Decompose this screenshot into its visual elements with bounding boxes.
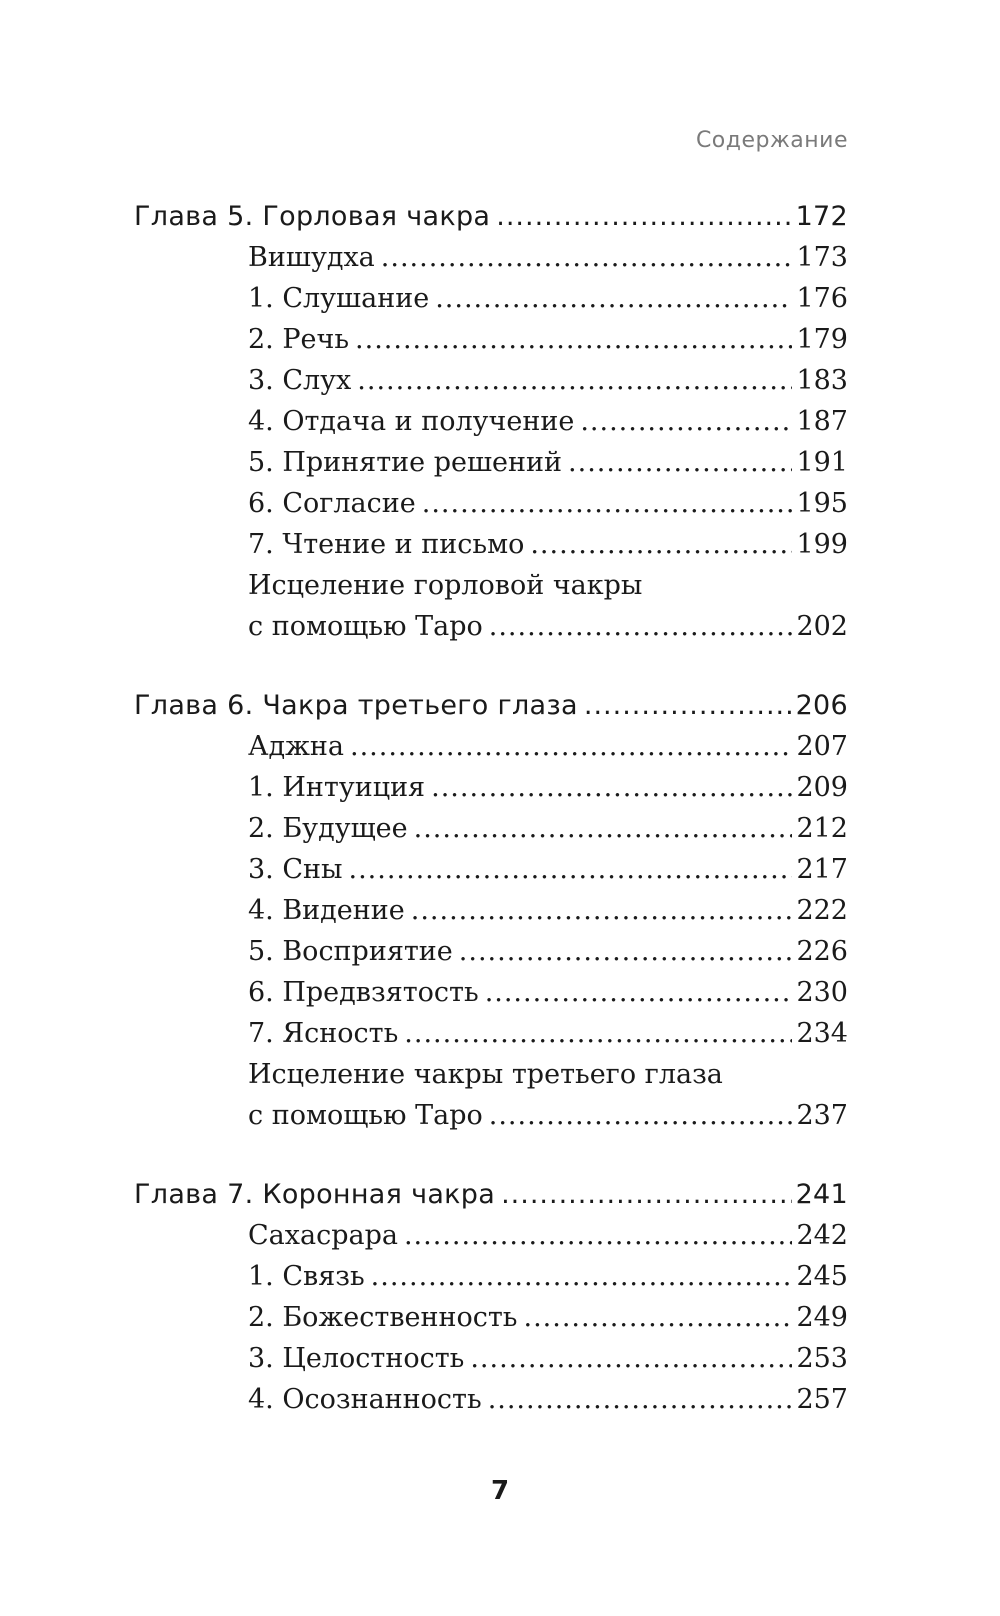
entry-label: Исцеление чакры третьего глаза (248, 1059, 723, 1090)
entry-label: 1. Связь (248, 1261, 365, 1292)
dot-leader (524, 1297, 793, 1338)
toc-entry[interactable] (134, 726, 848, 767)
dot-leader (371, 1256, 793, 1297)
chapter-heading[interactable] (134, 196, 848, 237)
entry-label: с помощью Таро (248, 611, 483, 642)
entry-page-number: 191 (796, 447, 848, 478)
toc-entry[interactable] (134, 1215, 848, 1256)
toc-entry[interactable] (134, 278, 848, 319)
entry-page-number: 257 (796, 1384, 848, 1415)
toc-entry[interactable] (134, 442, 848, 483)
entry-label: 6. Согласие (248, 488, 416, 519)
entry-label: 7. Чтение и письмо (248, 529, 525, 560)
dot-leader (459, 931, 793, 972)
chapter-page-number: 172 (795, 201, 848, 232)
toc-entry[interactable] (134, 931, 848, 972)
dot-leader (350, 726, 792, 767)
dot-leader (414, 808, 793, 849)
toc-entry[interactable] (134, 849, 848, 890)
dot-leader (349, 849, 793, 890)
chapter-title: Глава 5. Горловая чакра (134, 201, 491, 232)
entry-label: 2. Будущее (248, 813, 408, 844)
entry-page-number: 217 (796, 854, 848, 885)
toc-entry-healing-line2[interactable] (134, 1095, 848, 1136)
dot-leader (404, 1215, 792, 1256)
dot-leader (422, 483, 793, 524)
toc-entry[interactable] (134, 767, 848, 808)
entry-page-number: 179 (796, 324, 848, 355)
toc-entry[interactable] (134, 401, 848, 442)
dot-leader (404, 1013, 792, 1054)
entry-label: 2. Речь (248, 324, 350, 355)
chapter-page-number: 241 (795, 1179, 848, 1210)
dot-leader (435, 278, 792, 319)
entry-page-number: 202 (796, 611, 848, 642)
dot-leader (411, 890, 793, 931)
chapter-heading[interactable] (134, 685, 848, 726)
entry-page-number: 226 (796, 936, 848, 967)
chapter-title: Глава 6. Чакра третьего глаза (134, 690, 578, 721)
dot-leader (357, 360, 792, 401)
entry-page-number: 234 (796, 1018, 848, 1049)
toc-entry[interactable] (134, 319, 848, 360)
toc-entry[interactable] (134, 890, 848, 931)
entry-label: Исцеление горловой чакры (248, 570, 643, 601)
dot-leader (530, 524, 792, 565)
dot-leader (496, 196, 791, 237)
chapter-title: Глава 7. Коронная чакра (134, 1179, 496, 1210)
entry-label: 3. Слух (248, 365, 352, 396)
entry-page-number: 173 (796, 242, 848, 273)
entry-label: 6. Предвзятость (248, 977, 479, 1008)
entry-page-number: 207 (796, 731, 848, 762)
entry-page-number: 199 (796, 529, 848, 560)
entry-label: 7. Ясность (248, 1018, 399, 1049)
toc-entry[interactable] (134, 1338, 848, 1379)
dot-leader (485, 972, 793, 1013)
page-number: 7 (490, 1476, 510, 1506)
toc-entry[interactable] (134, 972, 848, 1013)
entry-label: 1. Интуиция (248, 772, 426, 803)
entry-page-number: 253 (796, 1343, 848, 1374)
entry-label: 1. Слушание (248, 283, 430, 314)
dot-leader (568, 442, 792, 483)
toc-entry[interactable] (134, 1256, 848, 1297)
dot-leader (355, 319, 792, 360)
entry-label: Сахасрара (248, 1220, 398, 1251)
table-of-contents (134, 196, 848, 1458)
toc-entry[interactable] (134, 1013, 848, 1054)
running-head: Содержание (695, 128, 848, 153)
entry-label: 3. Целостность (248, 1343, 465, 1374)
entry-label: 3. Сны (248, 854, 343, 885)
entry-page-number: 249 (796, 1302, 848, 1333)
entry-label: Аджна (248, 731, 345, 762)
chapter-5 (134, 196, 848, 647)
entry-page-number: 183 (796, 365, 848, 396)
entry-label: 4. Видение (248, 895, 405, 926)
chapter-7 (134, 1174, 848, 1420)
chapter-heading[interactable] (134, 1174, 848, 1215)
entry-page-number: 222 (796, 895, 848, 926)
dot-leader (470, 1338, 792, 1379)
entry-page-number: 237 (796, 1100, 848, 1131)
entry-label: Вишудха (248, 242, 375, 273)
entry-page-number: 242 (796, 1220, 848, 1251)
entry-page-number: 212 (796, 813, 848, 844)
toc-entry[interactable] (134, 237, 848, 278)
entry-page-number: 209 (796, 772, 848, 803)
toc-entry[interactable] (134, 1379, 848, 1420)
entry-label: 4. Осознанность (248, 1384, 482, 1415)
toc-entry-healing-line2[interactable] (134, 606, 848, 647)
toc-entry-healing-line1[interactable] (134, 1054, 848, 1095)
dot-leader (489, 606, 793, 647)
entry-page-number: 245 (796, 1261, 848, 1292)
entry-page-number: 176 (796, 283, 848, 314)
dot-leader (580, 401, 792, 442)
dot-leader (489, 1095, 793, 1136)
dot-leader (488, 1379, 793, 1420)
dot-leader (381, 237, 793, 278)
entry-label: 4. Отдача и получение (248, 406, 575, 437)
toc-entry[interactable] (134, 808, 848, 849)
entry-label: 5. Восприятие (248, 936, 453, 967)
entry-label: 2. Божественность (248, 1302, 518, 1333)
entry-page-number: 187 (796, 406, 848, 437)
entry-label: 5. Принятие решений (248, 447, 563, 478)
chapter-page-number: 206 (795, 690, 848, 721)
toc-entry[interactable] (134, 360, 848, 401)
dot-leader (501, 1174, 791, 1215)
toc-entry[interactable] (134, 483, 848, 524)
toc-entry[interactable] (134, 524, 848, 565)
dot-leader (584, 685, 792, 726)
dot-leader (431, 767, 792, 808)
entry-page-number: 230 (796, 977, 848, 1008)
entry-label: с помощью Таро (248, 1100, 483, 1131)
chapter-6 (134, 685, 848, 1136)
toc-entry[interactable] (134, 1297, 848, 1338)
entry-page-number: 195 (796, 488, 848, 519)
toc-entry-healing-line1[interactable] (134, 565, 848, 606)
